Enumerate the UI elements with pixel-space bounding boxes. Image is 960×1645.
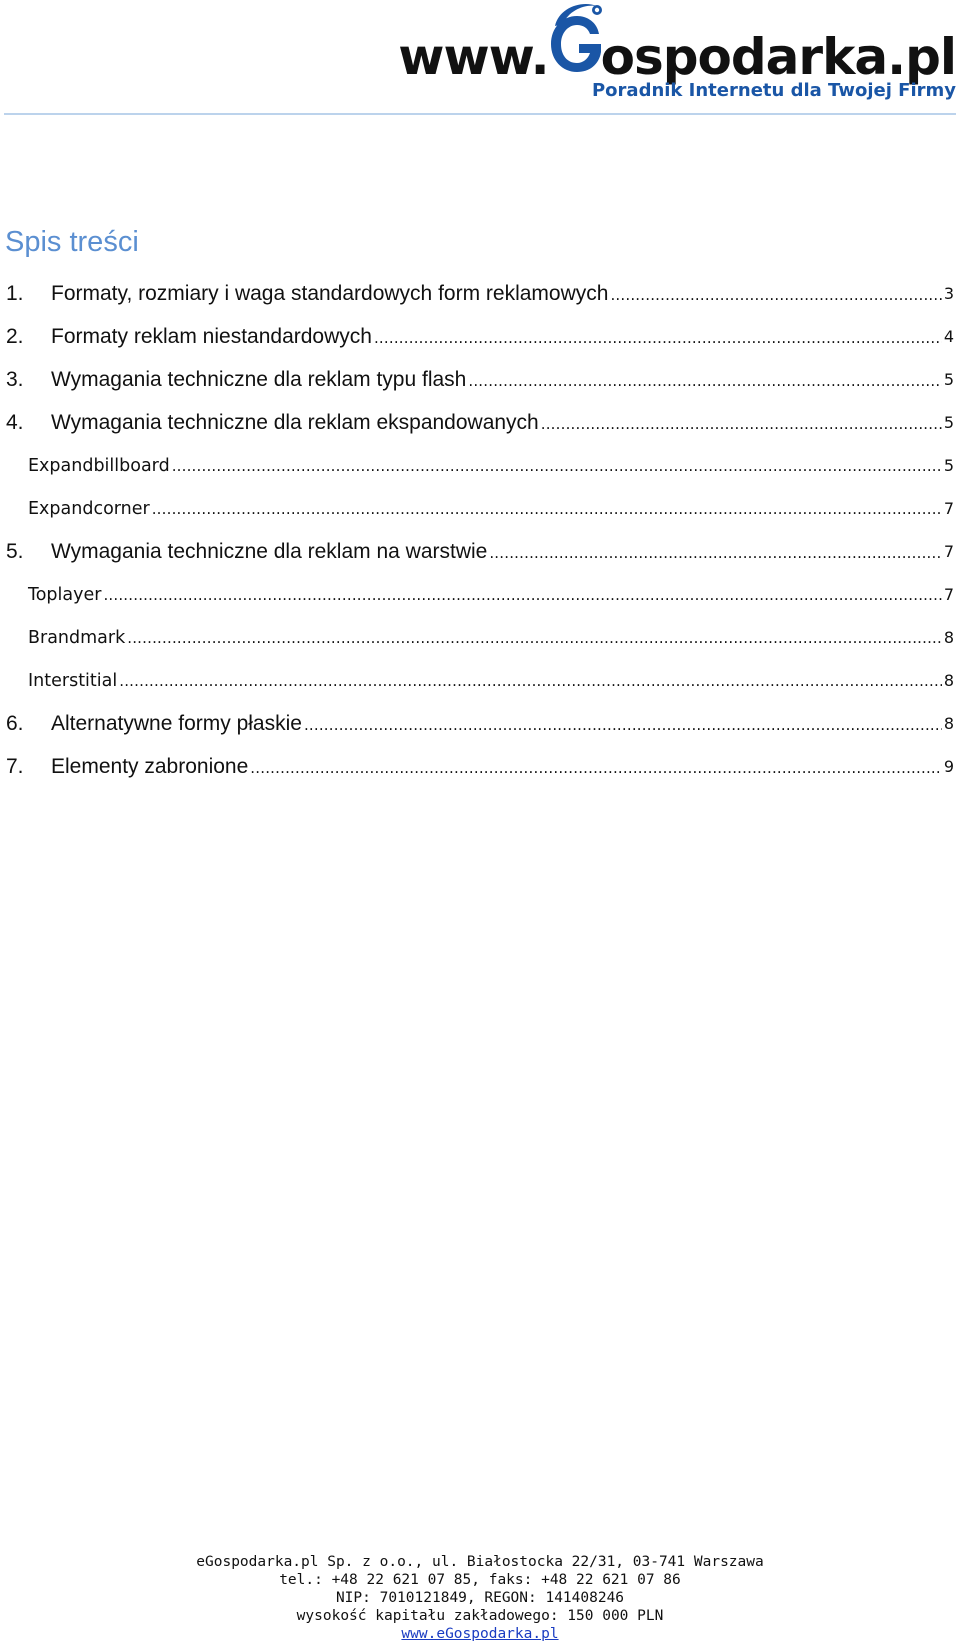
toc-entry-page: 7 [943, 542, 954, 561]
toc-entry-number: 6. [6, 711, 24, 735]
footer-website-link[interactable]: www.eGospodarka.pl [401, 1626, 559, 1642]
logo-url-suffix: ospodarka.pl [600, 28, 956, 86]
toc-entry[interactable] [0, 358, 960, 401]
toc-entry[interactable] [0, 315, 960, 358]
toc-subentry-label: Expandbillboard [28, 455, 170, 476]
toc-entry[interactable] [0, 401, 960, 444]
toc-entry-number: 1. [6, 281, 24, 305]
toc-dot-leader [610, 282, 941, 306]
toc-dot-leader [489, 540, 941, 564]
toc-dot-leader [119, 671, 942, 691]
logo-wordmark [398, 24, 956, 86]
toc-subentry[interactable] [0, 487, 960, 530]
toc-entry-label: Formaty reklam niestandardowych [51, 324, 372, 348]
toc-dot-leader [304, 712, 942, 736]
toc-entry-page: 8 [943, 628, 954, 647]
toc-entry-number: 4. [6, 410, 24, 434]
toc-entry-number: 5. [6, 539, 24, 563]
toc-dot-leader [468, 368, 941, 392]
footer-company-address: eGospodarka.pl Sp. z o.o., ul. Białostocka 22/31, 03-741 Warszawa [196, 1554, 764, 1570]
toc-entry-label: Wymagania techniczne dla reklam na warstwie [51, 539, 488, 563]
toc-entry-page: 7 [943, 499, 954, 518]
footer-phone-fax: tel.: +48 22 621 07 85, faks: +48 22 621 07 86 [279, 1572, 681, 1588]
toc-subentry-label: Expandcorner [28, 498, 150, 519]
toc-subentry-label: Toplayer [28, 584, 102, 605]
toc-entry-page: 5 [943, 456, 954, 475]
page-footer [0, 1553, 960, 1643]
toc-entry-label: Wymagania techniczne dla reklam typu flash [51, 367, 467, 391]
toc-dot-leader [152, 499, 942, 519]
logo-tagline: Poradnik Internetu dla Twojej Firmy [591, 80, 956, 101]
toc-dot-leader [250, 755, 942, 779]
toc-entry-number: 3. [6, 367, 24, 391]
toc-entry[interactable] [0, 530, 960, 573]
toc-entry-label: Formaty, rozmiary i waga standardowych form reklamowych [51, 281, 609, 305]
toc-dot-leader [103, 585, 941, 605]
egospodarka-logo [398, 2, 956, 106]
toc-entry-page: 8 [943, 671, 954, 690]
toc-dot-leader [127, 628, 942, 648]
toc-subentry[interactable] [0, 616, 960, 659]
page-header [0, 0, 960, 118]
toc-subentry-label: Interstitial [28, 670, 118, 691]
toc-entry-page: 4 [943, 327, 954, 346]
toc-entry-label: Elementy zabronione [51, 754, 249, 778]
toc-entry[interactable] [0, 745, 960, 788]
toc-subentry-label: Brandmark [28, 627, 126, 648]
toc-entry-label: Wymagania techniczne dla reklam ekspandowanych [51, 410, 539, 434]
toc-dot-leader [172, 456, 942, 476]
footer-tax-ids: NIP: 7010121849, REGON: 141408246 [335, 1590, 625, 1606]
toc-entry-number: 2. [6, 324, 24, 348]
logo-url-prefix: www. [398, 28, 549, 86]
toc-entry[interactable] [0, 702, 960, 745]
toc-entry-page: 9 [943, 757, 954, 776]
toc-entry-page: 3 [943, 284, 954, 303]
table-of-contents [0, 272, 960, 788]
letter-g-icon [549, 24, 601, 74]
footer-share-capital: wysokość kapitału zakładowego: 150 000 PLN [296, 1608, 664, 1624]
toc-entry-page: 7 [943, 585, 954, 604]
toc-entry-page: 8 [943, 714, 954, 733]
toc-title: Spis treści [5, 226, 139, 258]
toc-entry-label: Alternatywne formy płaskie [51, 711, 302, 735]
toc-dot-leader [374, 325, 942, 349]
header-divider [4, 113, 956, 115]
toc-dot-leader [541, 411, 942, 435]
toc-subentry[interactable] [0, 659, 960, 702]
toc-subentry[interactable] [0, 573, 960, 616]
toc-subentry[interactable] [0, 444, 960, 487]
toc-entry-number: 7. [6, 754, 24, 778]
toc-entry-page: 5 [943, 413, 954, 432]
toc-entry[interactable] [0, 272, 960, 315]
toc-entry-page: 5 [943, 370, 954, 389]
